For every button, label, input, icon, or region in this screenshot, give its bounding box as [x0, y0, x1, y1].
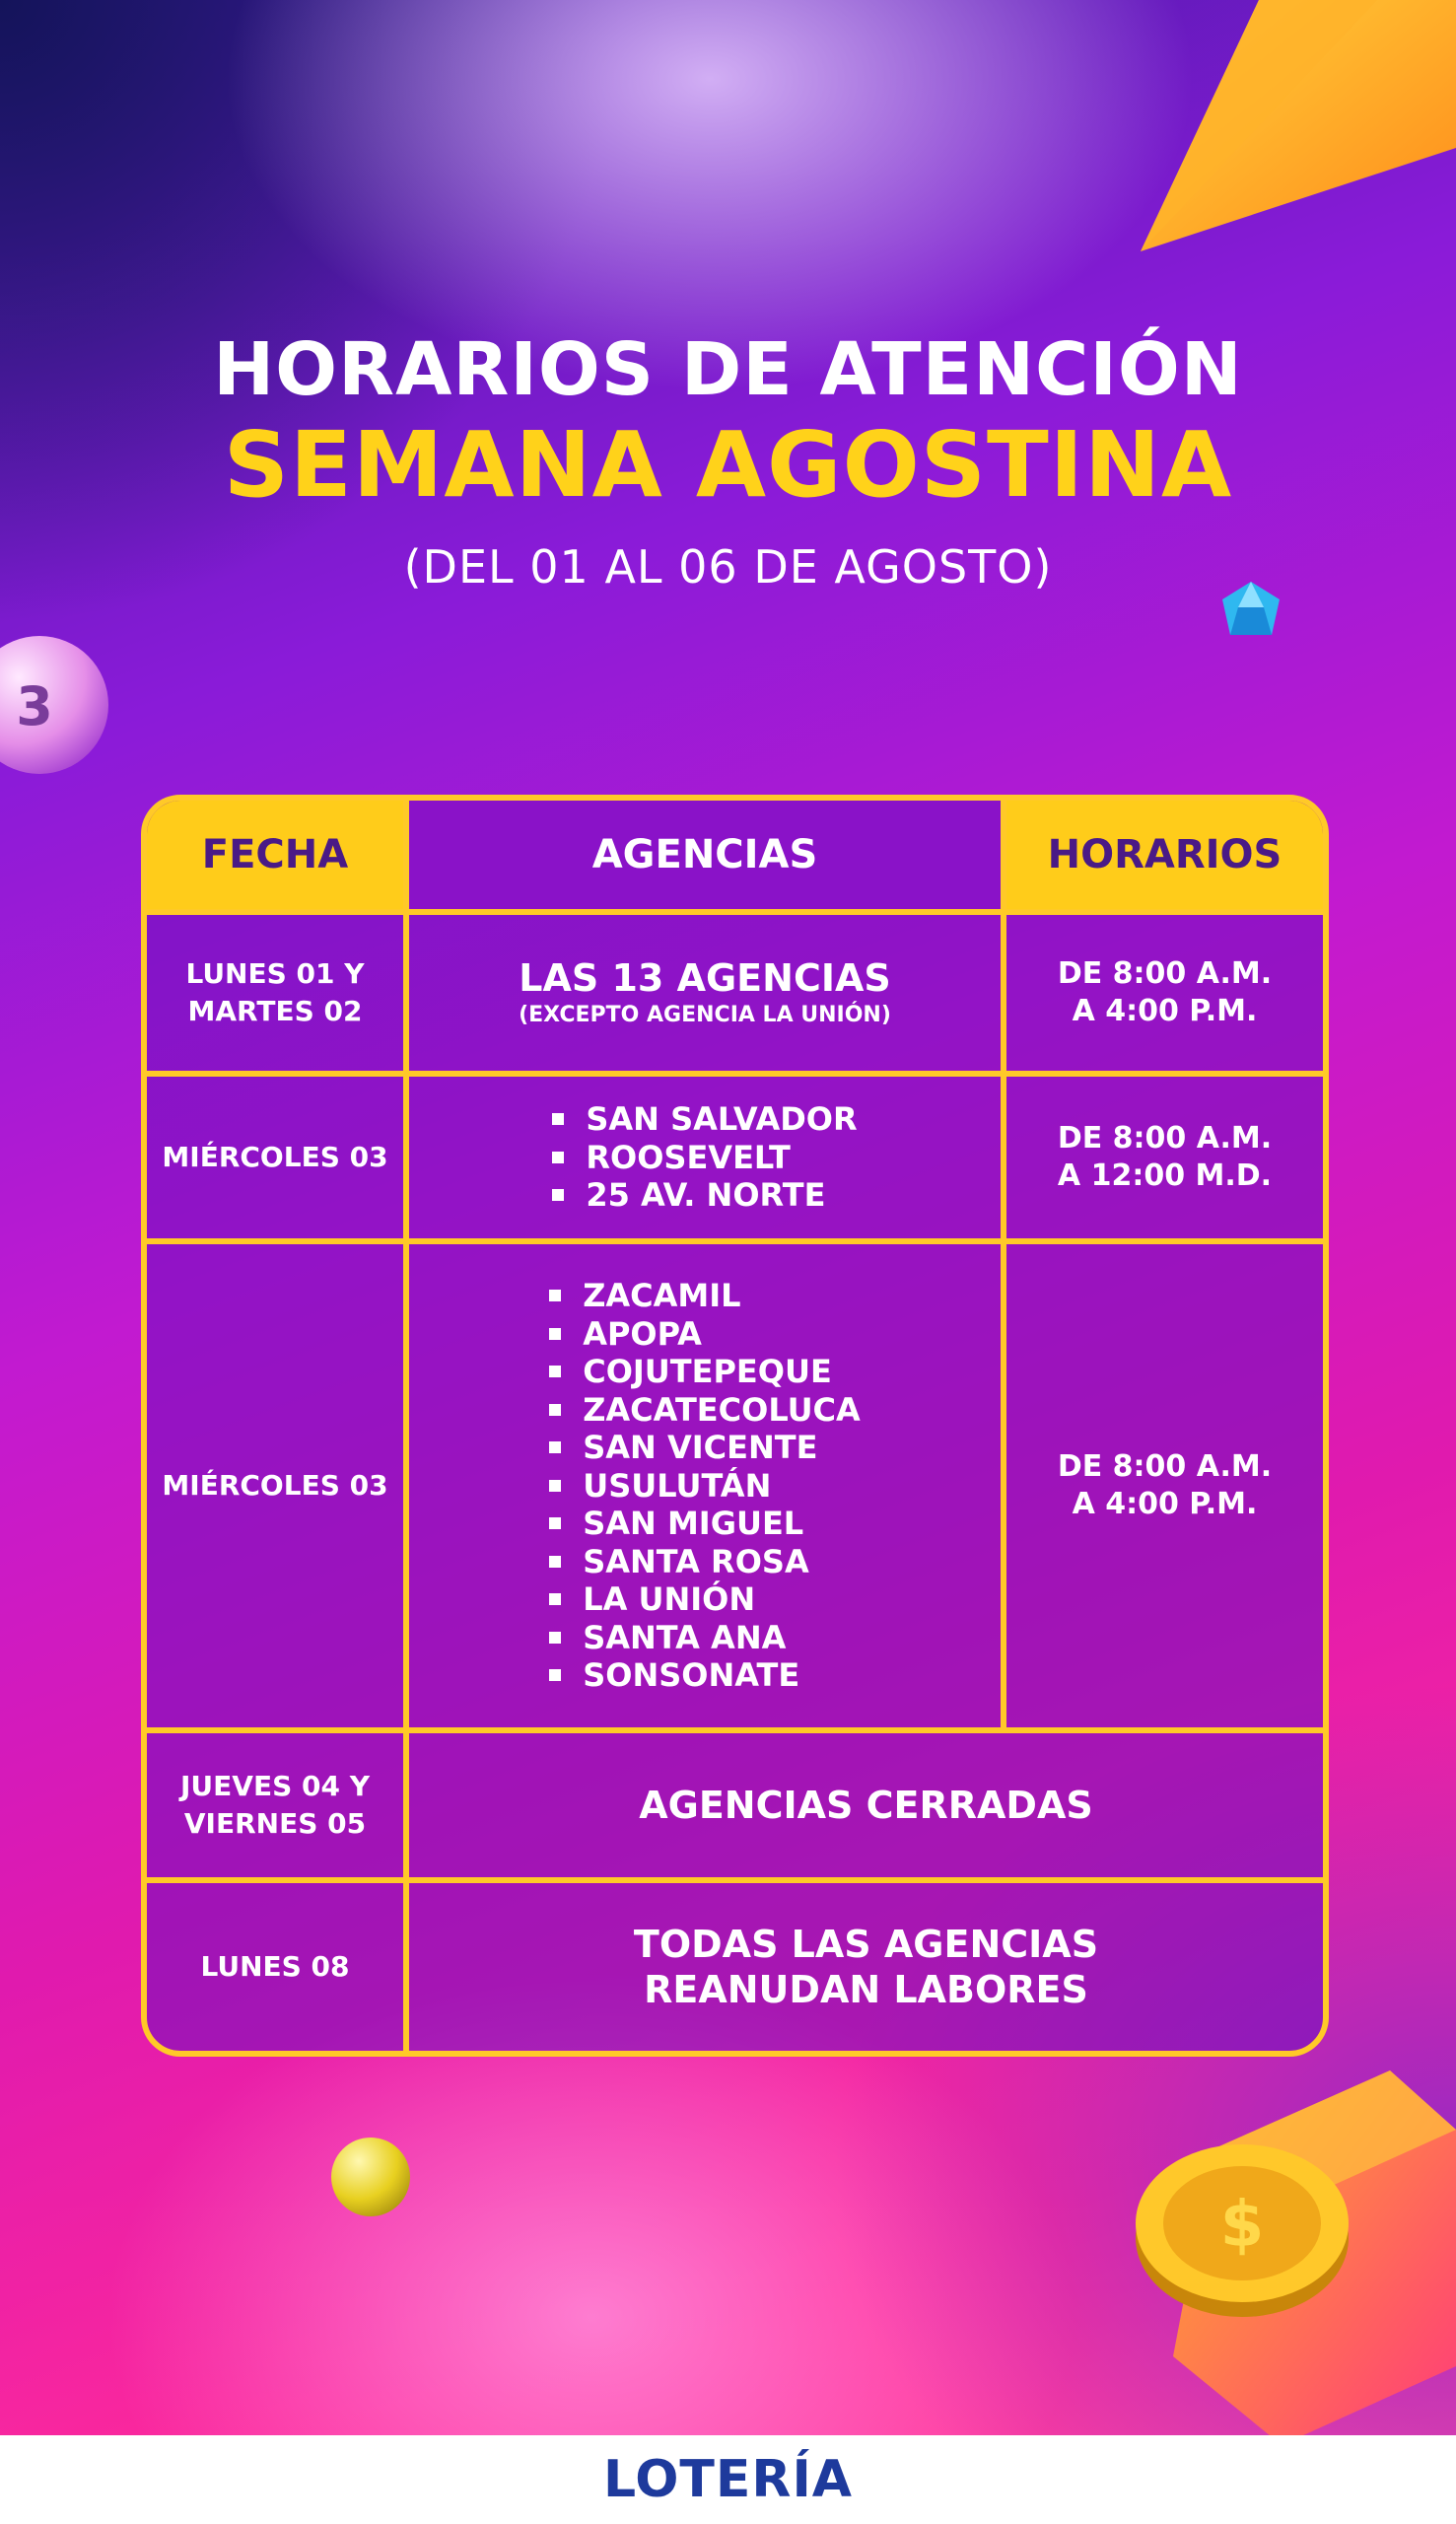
list-item: SANTA ROSA — [549, 1543, 861, 1581]
schedule-table — [141, 795, 1329, 2057]
column-header-fecha: FECHA — [147, 801, 409, 915]
column-header-agencias: AGENCIAS — [409, 801, 1006, 915]
date-range-subtitle: (DEL 01 AL 06 DE AGOSTO) — [403, 540, 1053, 594]
list-item: ROOSEVELT — [552, 1139, 857, 1177]
row-1-date: LUNES 01 Y MARTES 02 — [147, 915, 409, 1077]
gold-ball-icon — [328, 2135, 413, 2219]
list-item: SONSONATE — [549, 1656, 861, 1695]
list-item: APOPA — [549, 1315, 861, 1354]
title-line-2: SEMANA AGOSTINA — [223, 412, 1233, 518]
list-item: SAN MIGUEL — [549, 1505, 861, 1543]
list-item: SAN SALVADOR — [552, 1100, 857, 1139]
list-item: 25 AV. NORTE — [552, 1176, 857, 1215]
row-1-agencies — [409, 915, 1006, 1077]
row-2-date: MIÉRCOLES 03 — [147, 1077, 409, 1244]
row-2-hours: DE 8:00 A.M. A 12:00 M.D. — [1006, 1077, 1323, 1244]
row-3-agencies — [409, 1244, 1006, 1733]
row-5-date: LUNES 08 — [147, 1883, 409, 2051]
list-item: ZACATECOLUCA — [549, 1391, 861, 1430]
row-2-agencies — [409, 1077, 1006, 1244]
list-item: LA UNIÓN — [549, 1580, 861, 1619]
row-1-agencies-note: (EXCEPTO AGENCIA LA UNIÓN) — [519, 1003, 891, 1027]
row-4-merged: AGENCIAS CERRADAS — [409, 1733, 1323, 1883]
list-item: USULUTÁN — [549, 1467, 861, 1506]
row-4-date: JUEVES 04 Y VIERNES 05 — [147, 1733, 409, 1883]
ball-number: 3 — [16, 675, 53, 737]
lottery-ball-3-icon — [0, 626, 118, 784]
list-item: COJUTEPEQUE — [549, 1353, 861, 1391]
yellow-triangle-decoration — [1141, 0, 1456, 256]
gold-coin-icon — [1124, 2120, 1360, 2327]
coin-symbol: $ — [1219, 2189, 1265, 2262]
row-5-merged: TODAS LAS AGENCIAS REANUDAN LABORES — [633, 1923, 1099, 2011]
row-1-agencies-title: LAS 13 AGENCIAS — [519, 956, 891, 1000]
footer-bar — [0, 2435, 1456, 2524]
list-item: ZACAMIL — [549, 1277, 861, 1315]
row-3-date: MIÉRCOLES 03 — [147, 1244, 409, 1733]
column-header-horarios: HORARIOS — [1006, 801, 1323, 915]
row-3-hours: DE 8:00 A.M. A 4:00 P.M. — [1006, 1244, 1323, 1733]
list-item: SANTA ANA — [549, 1619, 861, 1657]
list-item: SAN VICENTE — [549, 1429, 861, 1467]
row-1-hours: DE 8:00 A.M. A 4:00 P.M. — [1006, 915, 1323, 1077]
loteria-logo: LOTERÍA — [602, 2450, 854, 2509]
title-line-1: HORARIOS DE ATENCIÓN — [213, 327, 1243, 412]
